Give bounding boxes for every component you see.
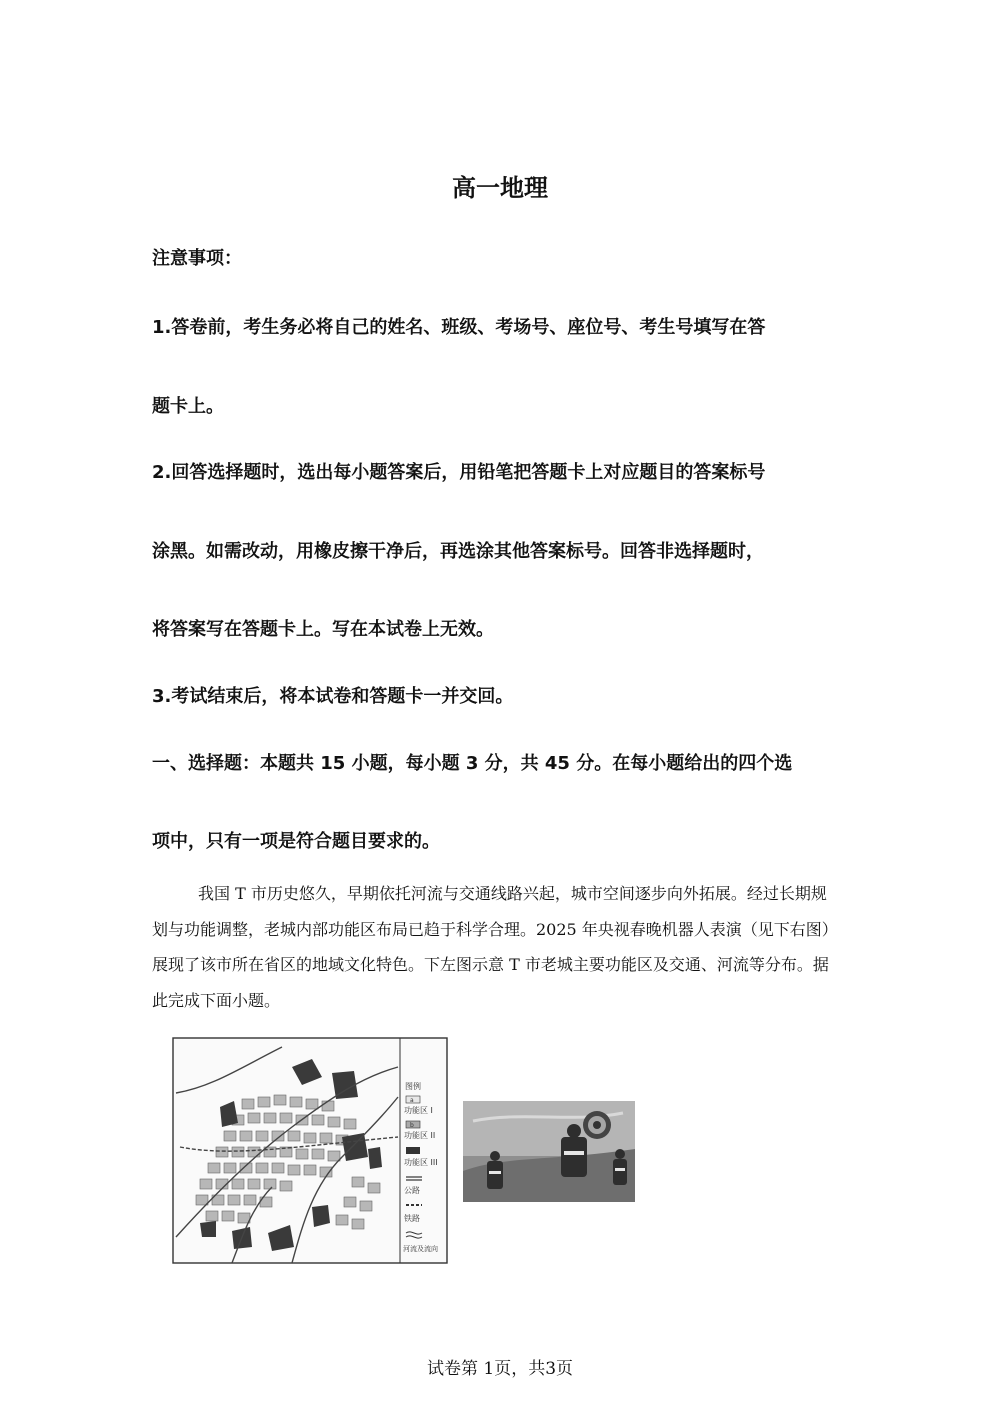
legend-label-1: 功能区 I <box>404 1106 433 1115</box>
city-map-figure <box>172 1037 448 1264</box>
legend-label-4: 公路 <box>404 1186 420 1195</box>
notice-line-2: 题卡上。 <box>152 396 224 417</box>
notice-line-3: 2.回答选择题时，选出每小题答案后，用铅笔把答题卡上对应题目的答案标号 <box>152 462 766 483</box>
notice-line-6: 3.考试结束后，将本试卷和答题卡一并交回。 <box>152 686 514 707</box>
legend-label-3: 功能区 III <box>404 1158 438 1167</box>
legend-label-2: 功能区 II <box>404 1131 436 1140</box>
robot-performance-photo <box>463 1101 635 1202</box>
notice-line-1: 1.答卷前，考生务必将自己的姓名、班级、考场号、座位号、考生号填写在答 <box>152 317 766 338</box>
section-heading-line-1: 一、选择题：本题共 15 小题，每小题 3 分，共 45 分。在每小题给出的四个选 <box>152 753 793 774</box>
section-heading-line-2: 项中，只有一项是符合题目要求的。 <box>152 831 440 852</box>
notice-heading: 注意事项： <box>152 248 242 269</box>
legend-swatch-a: a <box>410 1097 414 1104</box>
page-title: 高一地理 <box>452 174 548 202</box>
legend-label-6: 河流及流向 <box>403 1245 438 1253</box>
legend-title: 图例 <box>405 1082 421 1091</box>
notice-line-5: 将答案写在答题卡上。写在本试卷上无效。 <box>152 619 494 640</box>
legend-label-5: 铁路 <box>404 1214 420 1223</box>
legend-swatch-b: b <box>410 1122 414 1129</box>
page-footer: 试卷第 1页，共3页 <box>426 1359 574 1379</box>
question-passage: 我国 T 市历史悠久，早期依托河流与交通线路兴起，城市空间逐步向外拓展。经过长期规划与功能调整，老城内部功能区布局已趋于科学合理。2025 年央视春晚机器人表演（见下右图）展现了该市所在省区的地域文化特色。下左图示意 T 市老城主要功能区及交通、河流等分布。据此完成下面小题。 <box>152 884 838 1010</box>
notice-line-4: 涂黑。如需改动，用橡皮擦干净后，再选涂其他答案标号。回答非选择题时， <box>152 541 764 562</box>
